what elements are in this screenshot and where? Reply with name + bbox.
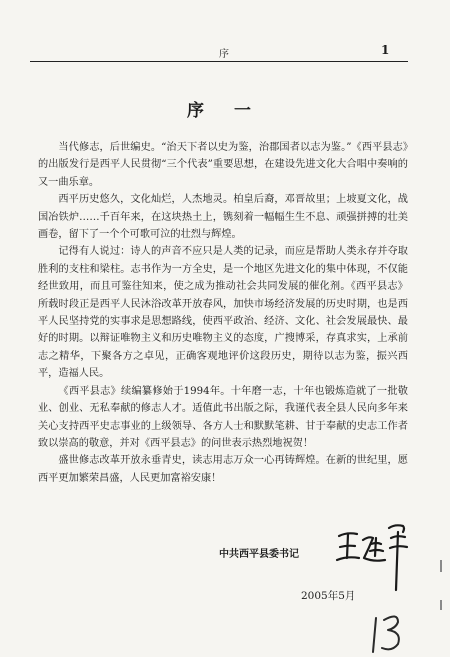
preface-body — [38, 139, 408, 487]
header-rule — [30, 61, 408, 62]
paragraph-4: 《西平县志》续编纂修始于1994年。十年磨一志，十年也锻炼造就了一批敬业、创业、无私奉献的修志人才。适值此书出版之际，我谨代表全县人民向多年来关心支持西平史志事业的上级领导、各方人士和默默笔耕、甘于奉献的史志工作者致以崇高的敬意，并对《西平县志》的问世表示热烈地祝贺！ — [38, 385, 408, 449]
margin-mark-1 — [440, 560, 442, 572]
preface-title: 序 一 — [187, 101, 263, 121]
paragraph-2: 西平历史悠久，文化灿烂，人杰地灵。柏皇后裔，邓晋故里；上坡夏文化，战国冶铁炉……千百年来，在这块热土上，镌刻着一幅幅生生不息、顽强拼搏的壮美画卷，留下了一个个可歌可泣的壮烈与辉煌。 — [38, 194, 408, 241]
handwritten-signature — [333, 518, 413, 593]
signature-organization: 中共西平县委书记 — [219, 549, 299, 560]
paragraph-5: 盛世修志改革开放永垂青史，读志用志万众一心再铸辉煌。在新的世纪里，愿西平更加繁荣昌盛，人民更加富裕安康！ — [38, 455, 408, 484]
handwritten-page-annotation — [368, 610, 413, 655]
paragraph-1: 当代修志，后世编史。“治天下者以史为鉴，治郡国者以志为鉴。”《西平县志》的出版发行是西平人民贯彻“三个代表”重要思想，在建设先进文化大合唱中奏响的又一曲乐章。 — [38, 142, 408, 188]
paragraph-3: 记得有人说过：诗人的声音不应只是人类的记录，而应是帮助人类永存并夺取胜利的支柱和梁柱。志书作为一方全史，是一个地区先进文化的集中体现，不仅能经世致用，而且可鉴往知来，使之成为推动社会共同发展的催化剂。《西平县志》所载时段正是西平人民沐浴改革开放春风，加快市场经济发展的历史时期，也是西平人民坚持党的实事求是思想路线，使西平政治、经济、文化、社会发展最快、最好的时期。以辩证唯物主义和历史唯物主义的态度，广搜博采，存真求实，上承前志之精华，下聚各方之卓见，正确客观地评价这段历史，期待以志为鉴，振兴西平，造福人民。 — [38, 246, 408, 380]
margin-mark-2 — [440, 600, 442, 610]
page-number: 1 — [381, 43, 390, 57]
signature-date: 2005年5月 — [301, 590, 356, 602]
running-header-title: 序 — [219, 49, 231, 60]
